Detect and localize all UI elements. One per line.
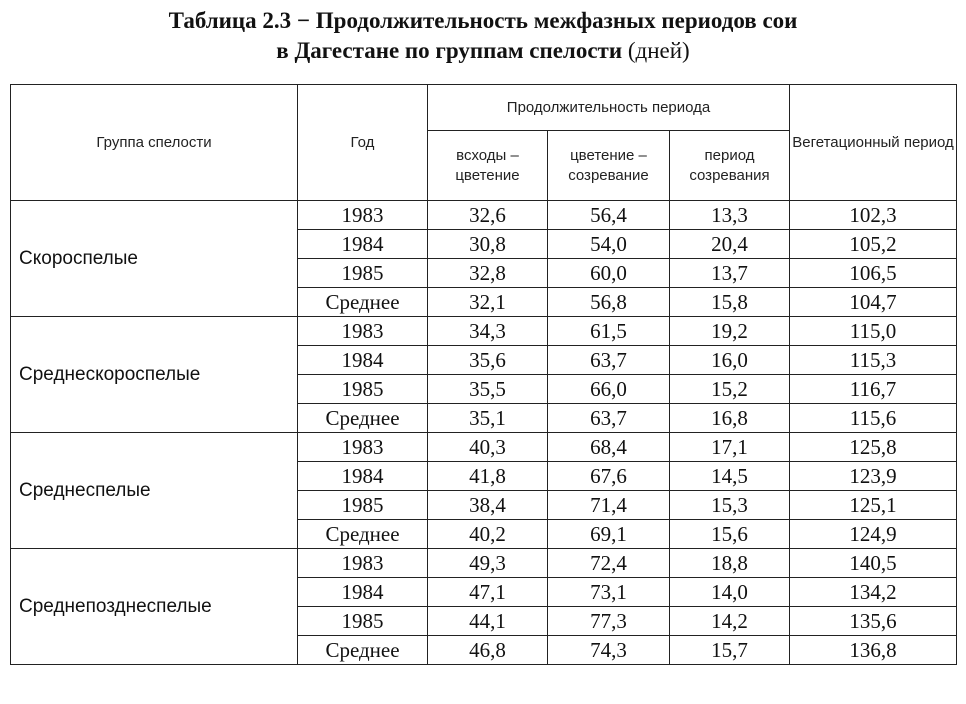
flowering-ripening-cell: 69,1 bbox=[548, 520, 670, 549]
ripening-period-cell: 14,5 bbox=[670, 462, 790, 491]
header-ripening-period: период созревания bbox=[670, 131, 790, 201]
emergence-flowering-cell: 49,3 bbox=[428, 549, 548, 578]
year-cell: 1985 bbox=[298, 259, 428, 288]
emergence-flowering-cell: 40,3 bbox=[428, 433, 548, 462]
emergence-flowering-cell: 32,1 bbox=[428, 288, 548, 317]
vegetation-period-cell: 105,2 bbox=[790, 230, 957, 259]
flowering-ripening-cell: 63,7 bbox=[548, 404, 670, 433]
table-row bbox=[11, 433, 957, 462]
year-cell: Среднее bbox=[298, 288, 428, 317]
emergence-flowering-cell: 30,8 bbox=[428, 230, 548, 259]
ripening-period-cell: 13,7 bbox=[670, 259, 790, 288]
ripening-period-cell: 17,1 bbox=[670, 433, 790, 462]
ripening-period-cell: 19,2 bbox=[670, 317, 790, 346]
year-cell: 1984 bbox=[298, 230, 428, 259]
emergence-flowering-cell: 38,4 bbox=[428, 491, 548, 520]
emergence-flowering-cell: 40,2 bbox=[428, 520, 548, 549]
flowering-ripening-cell: 56,4 bbox=[548, 201, 670, 230]
year-cell: 1985 bbox=[298, 607, 428, 636]
flowering-ripening-cell: 73,1 bbox=[548, 578, 670, 607]
emergence-flowering-cell: 41,8 bbox=[428, 462, 548, 491]
year-cell: 1983 bbox=[298, 549, 428, 578]
vegetation-period-cell: 125,8 bbox=[790, 433, 957, 462]
year-cell: Среднее bbox=[298, 520, 428, 549]
year-cell: 1985 bbox=[298, 375, 428, 404]
header-group: Группа спелости bbox=[11, 85, 298, 201]
year-cell: Среднее bbox=[298, 636, 428, 665]
year-cell: Среднее bbox=[298, 404, 428, 433]
table-row bbox=[11, 317, 957, 346]
flowering-ripening-cell: 54,0 bbox=[548, 230, 670, 259]
vegetation-period-cell: 140,5 bbox=[790, 549, 957, 578]
year-cell: 1983 bbox=[298, 201, 428, 230]
vegetation-period-cell: 124,9 bbox=[790, 520, 957, 549]
year-cell: 1984 bbox=[298, 462, 428, 491]
ripening-period-cell: 16,0 bbox=[670, 346, 790, 375]
emergence-flowering-cell: 32,8 bbox=[428, 259, 548, 288]
vegetation-period-cell: 116,7 bbox=[790, 375, 957, 404]
header-emergence-flowering: всходы – цветение bbox=[428, 131, 548, 201]
vegetation-period-cell: 102,3 bbox=[790, 201, 957, 230]
emergence-flowering-cell: 44,1 bbox=[428, 607, 548, 636]
ripening-period-cell: 15,6 bbox=[670, 520, 790, 549]
emergence-flowering-cell: 35,5 bbox=[428, 375, 548, 404]
group-name-cell: Среднеспелые bbox=[11, 433, 298, 549]
title-line-1: Таблица 2.3 − Продолжительность межфазных периодов сои bbox=[168, 8, 798, 33]
header-flowering-ripening: цветение – созревание bbox=[548, 131, 670, 201]
year-cell: 1983 bbox=[298, 317, 428, 346]
ripening-period-cell: 18,8 bbox=[670, 549, 790, 578]
header-vegetation: Вегетационный период bbox=[790, 85, 957, 201]
emergence-flowering-cell: 34,3 bbox=[428, 317, 548, 346]
vegetation-period-cell: 134,2 bbox=[790, 578, 957, 607]
table-title bbox=[0, 6, 966, 66]
flowering-ripening-cell: 56,8 bbox=[548, 288, 670, 317]
vegetation-period-cell: 106,5 bbox=[790, 259, 957, 288]
emergence-flowering-cell: 47,1 bbox=[428, 578, 548, 607]
header-duration: Продолжительность периода bbox=[428, 85, 790, 131]
ripening-period-cell: 15,8 bbox=[670, 288, 790, 317]
vegetation-period-cell: 115,3 bbox=[790, 346, 957, 375]
flowering-ripening-cell: 71,4 bbox=[548, 491, 670, 520]
vegetation-period-cell: 104,7 bbox=[790, 288, 957, 317]
ripening-period-cell: 15,3 bbox=[670, 491, 790, 520]
group-name-cell: Среднепозднеспелые bbox=[11, 549, 298, 665]
ripening-period-cell: 20,4 bbox=[670, 230, 790, 259]
flowering-ripening-cell: 66,0 bbox=[548, 375, 670, 404]
title-line-2 bbox=[0, 36, 966, 66]
flowering-ripening-cell: 74,3 bbox=[548, 636, 670, 665]
header-year: Год bbox=[298, 85, 428, 201]
vegetation-period-cell: 135,6 bbox=[790, 607, 957, 636]
emergence-flowering-cell: 32,6 bbox=[428, 201, 548, 230]
flowering-ripening-cell: 60,0 bbox=[548, 259, 670, 288]
vegetation-period-cell: 123,9 bbox=[790, 462, 957, 491]
ripening-period-cell: 15,2 bbox=[670, 375, 790, 404]
flowering-ripening-cell: 63,7 bbox=[548, 346, 670, 375]
vegetation-period-cell: 136,8 bbox=[790, 636, 957, 665]
flowering-ripening-cell: 72,4 bbox=[548, 549, 670, 578]
ripening-period-cell: 14,0 bbox=[670, 578, 790, 607]
vegetation-period-cell: 115,0 bbox=[790, 317, 957, 346]
emergence-flowering-cell: 35,6 bbox=[428, 346, 548, 375]
emergence-flowering-cell: 35,1 bbox=[428, 404, 548, 433]
title-line-2-text: в Дагестане по группам спелости bbox=[276, 38, 623, 63]
ripening-period-cell: 16,8 bbox=[670, 404, 790, 433]
title-unit: (дней) bbox=[627, 38, 690, 63]
group-name-cell: Среднескороспелые bbox=[11, 317, 298, 433]
flowering-ripening-cell: 67,6 bbox=[548, 462, 670, 491]
table-body bbox=[11, 201, 957, 665]
table-row bbox=[11, 549, 957, 578]
soy-periods-table bbox=[10, 84, 957, 665]
flowering-ripening-cell: 68,4 bbox=[548, 433, 670, 462]
ripening-period-cell: 13,3 bbox=[670, 201, 790, 230]
vegetation-period-cell: 125,1 bbox=[790, 491, 957, 520]
flowering-ripening-cell: 77,3 bbox=[548, 607, 670, 636]
year-cell: 1984 bbox=[298, 346, 428, 375]
vegetation-period-cell: 115,6 bbox=[790, 404, 957, 433]
emergence-flowering-cell: 46,8 bbox=[428, 636, 548, 665]
flowering-ripening-cell: 61,5 bbox=[548, 317, 670, 346]
ripening-period-cell: 15,7 bbox=[670, 636, 790, 665]
group-name-cell: Скороспелые bbox=[11, 201, 298, 317]
ripening-period-cell: 14,2 bbox=[670, 607, 790, 636]
year-cell: 1984 bbox=[298, 578, 428, 607]
year-cell: 1983 bbox=[298, 433, 428, 462]
table-row bbox=[11, 201, 957, 230]
year-cell: 1985 bbox=[298, 491, 428, 520]
